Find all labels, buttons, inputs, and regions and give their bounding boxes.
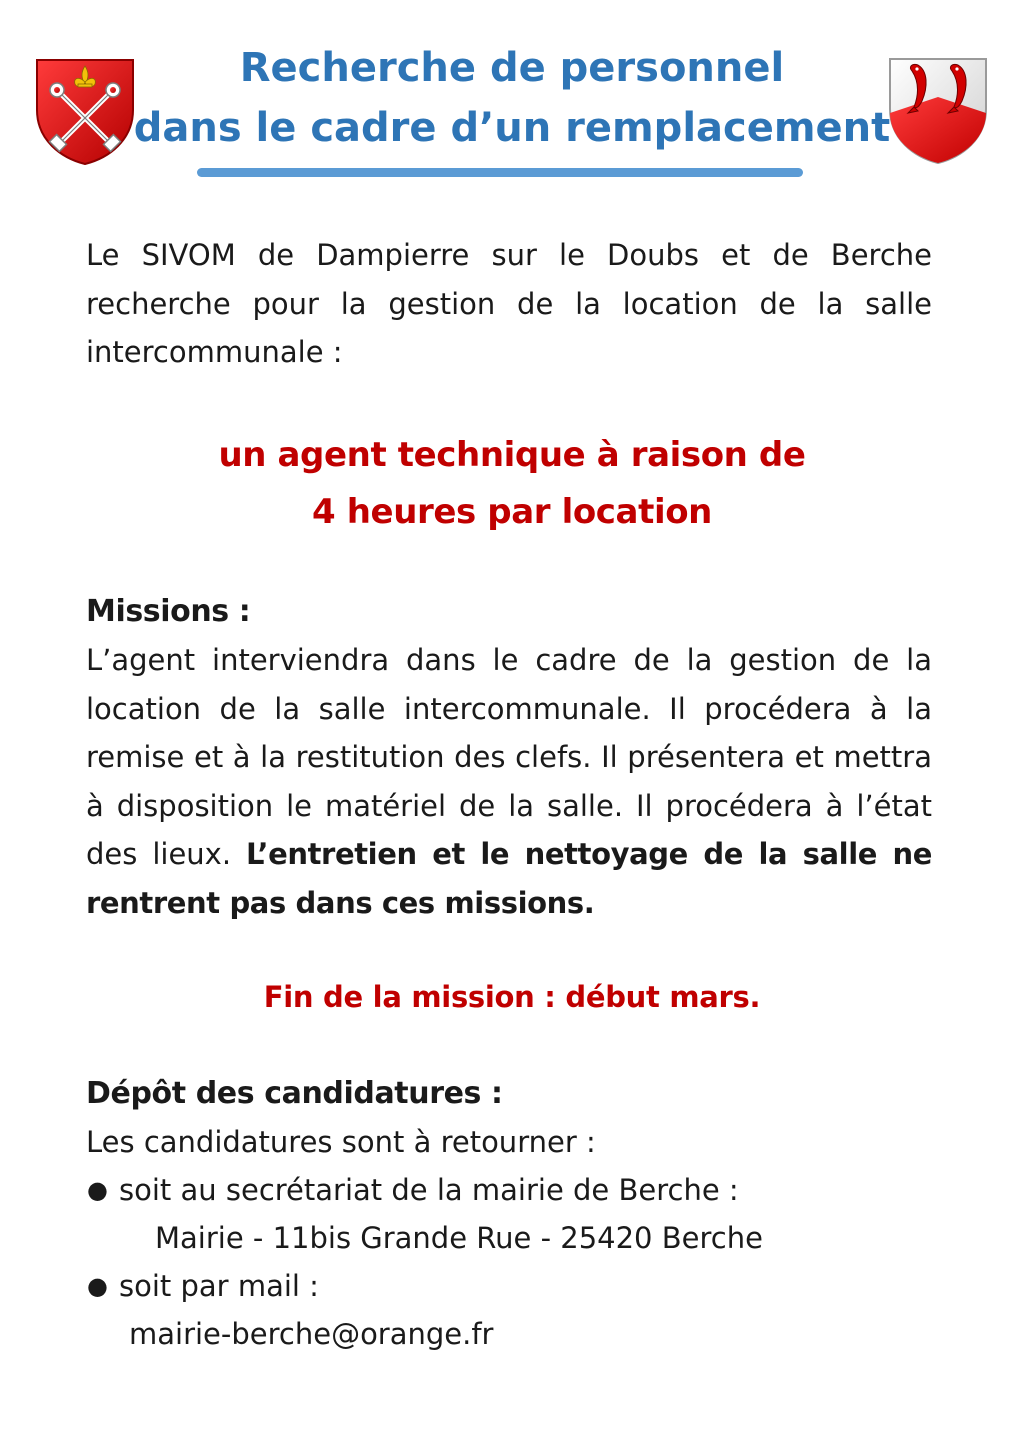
title-line-2: dans le cadre d’un remplacement (133, 105, 891, 151)
end-of-mission: Fin de la mission : début mars. (263, 980, 761, 1014)
bullet-icon: ● (87, 1176, 108, 1204)
missions-heading: Missions : (86, 594, 251, 629)
missions-text: L’agent interviendra dans le cadre de la gestion de la location de la salle intercommunale. Il procédera à la remise et à la restitution des clefs. Il présentera et mettra à disposition le matériel de la salle. Il procédera à l’état des lieux. (86, 643, 932, 871)
contact-email: mairie-berche@orange.fr (129, 1317, 494, 1351)
application-option-label: soit au secrétariat de la mairie de Berche : (119, 1173, 739, 1207)
job-highlight-line-1: un agent technique à raison de (218, 435, 806, 475)
missions-exclusion-text: L’entretien et le nettoyage de la salle ne rentrent pas dans ces missions. (86, 837, 932, 920)
missions-paragraph (86, 636, 932, 927)
application-option-label: soit par mail : (119, 1269, 319, 1303)
title-line-1: Recherche de personnel (239, 45, 785, 91)
intro-paragraph: Le SIVOM de Dampierre sur le Doubs et de Berche recherche pour la gestion de la location de la salle intercommunale : (86, 238, 932, 369)
applications-heading: Dépôt des candidatures : (86, 1076, 503, 1111)
page-title (0, 38, 1024, 158)
title-underline (197, 168, 803, 177)
applications-intro: Les candidatures sont à retourner : (86, 1125, 596, 1159)
bullet-icon: ● (87, 1272, 108, 1300)
mairie-address: Mairie - 11bis Grande Rue - 25420 Berche (155, 1221, 763, 1255)
job-highlight-line-2: 4 heures par location (312, 492, 712, 532)
job-highlight (0, 427, 1024, 541)
